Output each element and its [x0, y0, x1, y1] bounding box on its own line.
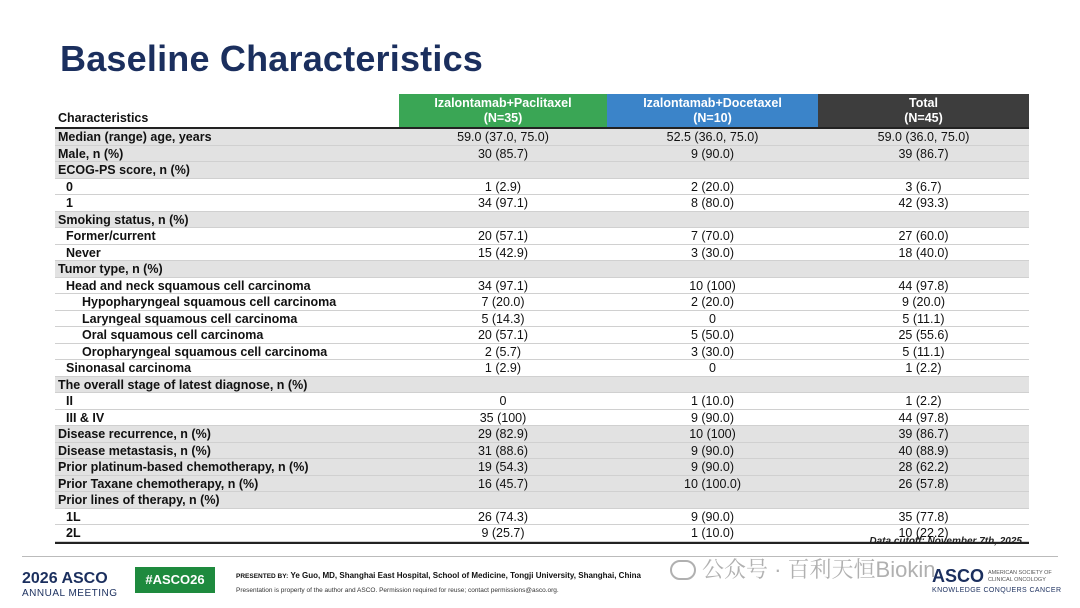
total-value: 5 (11.1) — [902, 311, 945, 326]
paclitaxel-value: 31 (88.6) — [477, 443, 529, 458]
docetaxel-value: 0 — [709, 311, 716, 326]
table-row — [55, 162, 1029, 179]
baseline-table — [55, 94, 1029, 544]
total-value: 27 (60.0) — [898, 229, 949, 243]
total-value: 1 (2.2) — [905, 394, 942, 408]
row-label: Male, n (%) — [58, 146, 124, 161]
asco-logo: ASCO AMERICAN SOCIETY OF CLINICAL ONCOLOGY KNOWLEDGE CONQUERS CANCER — [932, 566, 1062, 594]
docetaxel-value: 9 (90.0) — [690, 443, 735, 458]
table-row — [55, 459, 1029, 476]
docetaxel-value: 3 (30.0) — [690, 344, 735, 359]
row-label: Disease metastasis, n (%) — [58, 443, 211, 458]
row-label: Hypopharyngeal squamous cell carcinoma — [82, 295, 337, 309]
row-label: III & IV — [66, 410, 105, 425]
paclitaxel-value: 16 (45.7) — [477, 476, 529, 491]
table-row — [55, 245, 1029, 262]
table-row — [55, 294, 1029, 311]
paclitaxel-value: 15 (42.9) — [477, 245, 529, 260]
docetaxel-value: 10 (100) — [689, 427, 736, 441]
docetaxel-value: 3 (30.0) — [690, 245, 735, 260]
row-label: II — [66, 394, 73, 408]
row-label: 2L — [66, 526, 81, 540]
table-row — [55, 492, 1029, 509]
table-row — [55, 327, 1029, 344]
row-label: Tumor type, n (%) — [58, 262, 163, 276]
table-row — [55, 195, 1029, 212]
total-value: 28 (62.2) — [898, 460, 949, 474]
total-value: 39 (86.7) — [898, 427, 949, 441]
total-value: 42 (93.3) — [898, 196, 949, 210]
table-row — [55, 278, 1029, 295]
docetaxel-value: 0 — [709, 361, 716, 375]
watermark: 公众号 · 百利天恒Biokin — [670, 553, 935, 584]
total-value: 44 (97.8) — [898, 278, 949, 293]
docetaxel-value: 9 (90.0) — [690, 460, 735, 474]
row-label: Oral squamous cell carcinoma — [82, 328, 264, 342]
row-label: 1 — [66, 196, 73, 210]
total-value: 5 (11.1) — [902, 344, 945, 359]
paclitaxel-value: 1 (2.9) — [484, 361, 522, 375]
row-label: Former/current — [66, 229, 156, 243]
total-value: 9 (20.0) — [901, 295, 946, 309]
paclitaxel-value: 2 (5.7) — [484, 344, 522, 359]
table-body — [55, 129, 1029, 542]
table-row — [55, 393, 1029, 410]
docetaxel-value: 1 (10.0) — [690, 526, 735, 540]
row-label: Sinonasal carcinoma — [66, 361, 192, 375]
paclitaxel-value: 5 (14.3) — [481, 311, 525, 326]
total-value: 40 (88.9) — [898, 443, 949, 458]
paclitaxel-value: 26 (74.3) — [477, 509, 529, 524]
table-row — [55, 476, 1029, 493]
total-value: 18 (40.0) — [898, 245, 949, 260]
row-label: Prior Taxane chemotherapy, n (%) — [58, 476, 259, 491]
paclitaxel-value: 30 (85.7) — [477, 146, 529, 161]
table-row — [55, 360, 1029, 377]
row-label: The overall stage of latest diagnose, n (%) — [58, 377, 308, 392]
paclitaxel-value: 0 — [499, 394, 507, 408]
total-value: 39 (86.7) — [898, 146, 949, 161]
table-row — [55, 443, 1029, 460]
total-value: 25 (55.6) — [898, 328, 949, 342]
row-label: Median (range) age, years — [58, 130, 212, 144]
table-row — [55, 228, 1029, 245]
paclitaxel-value: 1 (2.9) — [484, 179, 522, 194]
paclitaxel-value: 19 (54.3) — [477, 460, 529, 474]
docetaxel-value: 9 (90.0) — [690, 410, 735, 425]
total-value: 26 (57.8) — [898, 476, 949, 491]
row-label: Never — [66, 245, 101, 260]
table-row — [55, 129, 1029, 146]
paclitaxel-value: 59.0 (37.0, 75.0) — [457, 130, 549, 144]
total-value: 59.0 (36.0, 75.0) — [877, 130, 970, 144]
docetaxel-value: 9 (90.0) — [690, 146, 735, 161]
total-value: 44 (97.8) — [898, 410, 949, 425]
paclitaxel-value: 35 (100) — [479, 410, 527, 425]
paclitaxel-value: 7 (20.0) — [481, 295, 525, 309]
total-value: 35 (77.8) — [898, 509, 949, 524]
table-row — [55, 311, 1029, 328]
table-row — [55, 261, 1029, 278]
row-label: 1L — [66, 509, 81, 524]
paclitaxel-value: 20 (57.1) — [477, 229, 529, 243]
total-value: 1 (2.2) — [905, 361, 942, 375]
table-row — [55, 146, 1029, 163]
row-label: Laryngeal squamous cell carcinoma — [82, 311, 298, 326]
table-row — [55, 509, 1029, 526]
table-header — [55, 94, 1029, 127]
docetaxel-value: 7 (70.0) — [690, 229, 735, 243]
total-value: 3 (6.7) — [905, 179, 942, 194]
table-row — [55, 344, 1029, 361]
docetaxel-value: 10 (100) — [689, 278, 736, 293]
row-label: Oropharyngeal squamous cell carcinoma — [82, 344, 328, 359]
paclitaxel-value: 34 (97.1) — [477, 196, 529, 210]
docetaxel-value: 10 (100.0) — [684, 476, 741, 491]
hashtag-badge: #ASCO26 — [135, 567, 215, 593]
presenter-name: Ye Guo, MD, Shanghai East Hospital, School of Medicine, Tongji University, Shanghai, China — [290, 571, 641, 580]
row-label: 0 — [66, 179, 73, 194]
row-label: ECOG-PS score, n (%) — [58, 163, 190, 177]
docetaxel-value: 2 (20.0) — [690, 179, 735, 194]
docetaxel-value: 5 (50.0) — [690, 328, 735, 342]
docetaxel-value: 9 (90.0) — [690, 509, 735, 524]
row-label: Prior platinum-based chemotherapy, n (%) — [58, 460, 309, 474]
characteristics-header: Characteristics — [58, 111, 149, 125]
paclitaxel-value: 34 (97.1) — [477, 278, 529, 293]
page-title: Baseline Characteristics — [60, 38, 484, 79]
docetaxel-value: 52.5 (36.0, 75.0) — [666, 130, 759, 144]
table-row — [55, 179, 1029, 196]
row-label: Head and neck squamous cell carcinoma — [66, 278, 311, 293]
column-header-docetaxel: Izalontamab+Docetaxel (N=10) — [607, 94, 818, 127]
table-row — [55, 377, 1029, 394]
data-cutoff-note: Data cutoff: November 7th, 2025 — [869, 536, 1022, 547]
total-value: 10 (22.2) — [898, 526, 949, 540]
paclitaxel-value: 20 (57.1) — [477, 328, 529, 342]
paclitaxel-value: 29 (82.9) — [477, 427, 529, 441]
wechat-icon — [670, 560, 696, 580]
property-notice: Presentation is property of the author and ASCO. Permission required for reuse; contact permissions@asco.org. — [236, 587, 559, 594]
row-label: Prior lines of therapy, n (%) — [58, 493, 220, 507]
paclitaxel-value: 9 (25.7) — [481, 526, 525, 540]
table-row — [55, 212, 1029, 229]
presented-by: PRESENTED BY: Ye Guo, MD, Shanghai East Hospital, School of Medicine, Tongji University, Shanghai, China — [236, 571, 641, 580]
row-label: Disease recurrence, n (%) — [58, 427, 211, 441]
column-header-paclitaxel: Izalontamab+Paclitaxel (N=35) — [399, 94, 607, 127]
docetaxel-value: 8 (80.0) — [690, 196, 735, 210]
docetaxel-value: 1 (10.0) — [690, 394, 735, 408]
column-header-total: Total (N=45) — [818, 94, 1029, 127]
asco-annual-meeting-logo: 2026 ASCO ANNUAL MEETING — [22, 570, 118, 599]
row-label: Smoking status, n (%) — [58, 212, 189, 227]
table-row — [55, 410, 1029, 427]
table-row — [55, 426, 1029, 443]
docetaxel-value: 2 (20.0) — [690, 295, 735, 309]
